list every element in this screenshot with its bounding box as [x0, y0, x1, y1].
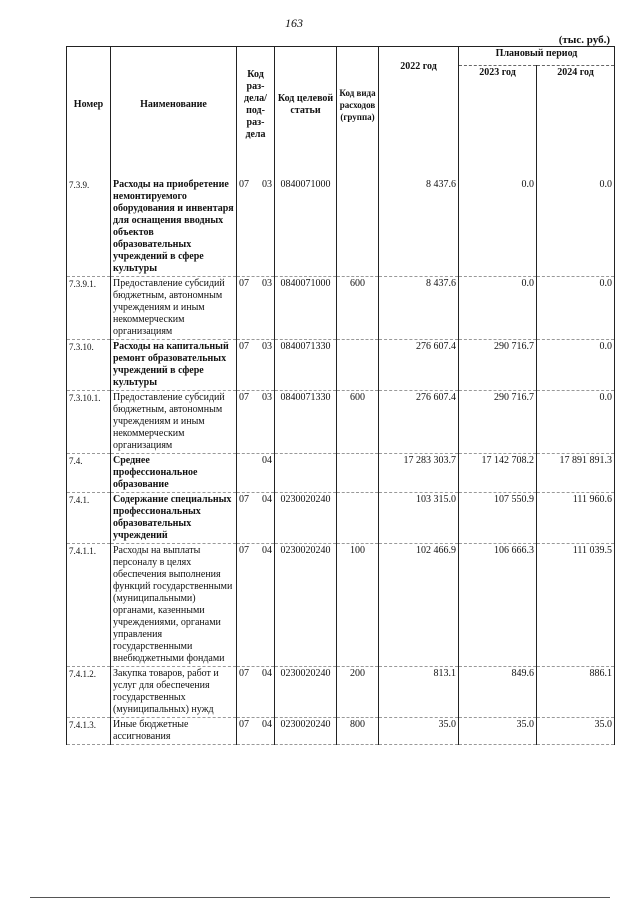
row-name: Закупка товаров, работ и услуг для обеспечения государственных (муниципальных) нужд [111, 667, 237, 718]
row-number: 7.3.9.1. [67, 277, 111, 340]
row-expense-type [337, 454, 379, 493]
row-amount-2024: 0.0 [537, 277, 615, 340]
row-target-code: 0840071330 [275, 340, 337, 391]
header-number: Номер [67, 47, 111, 163]
budget-table [66, 46, 615, 745]
table-row [67, 454, 615, 493]
row-name: Расходы на выплаты персоналу в целях обеспечения выполнения функций государственными (муниципальными) органами, казенными учреждениями, органами управления государственными внебюджетными фондами [111, 544, 237, 667]
row-amount-2022: 35.0 [379, 718, 459, 745]
footer-rule [30, 897, 610, 898]
row-target-code: 0840071000 [275, 178, 337, 277]
row-amount-2022: 102 466.9 [379, 544, 459, 667]
row-subsection: 03 [262, 341, 272, 352]
spacer-cell [537, 162, 615, 178]
row-section: 07 [239, 719, 249, 730]
row-name: Среднее профессиональное образование [111, 454, 237, 493]
row-section-code [237, 718, 275, 745]
row-amount-2023: 0.0 [459, 178, 537, 277]
row-amount-2022: 103 315.0 [379, 493, 459, 544]
row-target-code: 0230020240 [275, 718, 337, 745]
row-number: 7.4. [67, 454, 111, 493]
row-target-code: 0230020240 [275, 544, 337, 667]
row-number: 7.4.1. [67, 493, 111, 544]
table-row [67, 544, 615, 667]
row-amount-2023: 290 716.7 [459, 391, 537, 454]
table-row [67, 178, 615, 277]
row-amount-2024: 111 960.6 [537, 493, 615, 544]
header-2023: 2023 год [459, 66, 537, 163]
row-expense-type: 600 [337, 391, 379, 454]
table-row [67, 493, 615, 544]
row-expense-type: 800 [337, 718, 379, 745]
row-amount-2023: 0.0 [459, 277, 537, 340]
row-amount-2024: 886.1 [537, 667, 615, 718]
header-section-code: Код раз-дела/ под-раз-дела [237, 47, 275, 163]
spacer-cell [111, 162, 237, 178]
row-name: Предоставление субсидий бюджетным, автономным учреждениям и иным некоммерческим организациям [111, 277, 237, 340]
header-target-code: Код целевой статьи [275, 47, 337, 163]
row-expense-type: 200 [337, 667, 379, 718]
row-number: 7.3.10.1. [67, 391, 111, 454]
budget-table-wrap [66, 46, 614, 745]
row-target-code [275, 454, 337, 493]
row-amount-2023: 106 666.3 [459, 544, 537, 667]
page-number: 163 [285, 16, 303, 30]
row-expense-type: 100 [337, 544, 379, 667]
row-expense-type: 600 [337, 277, 379, 340]
header-name: Наименование [111, 47, 237, 163]
spacer-cell [337, 162, 379, 178]
table-row [67, 277, 615, 340]
row-amount-2023: 35.0 [459, 718, 537, 745]
row-amount-2023: 849.6 [459, 667, 537, 718]
row-section: 07 [239, 341, 249, 352]
row-name: Расходы на капитальный ремонт образовательных учреждений в сфере культуры [111, 340, 237, 391]
spacer-cell [379, 162, 459, 178]
row-target-code: 0840071000 [275, 277, 337, 340]
row-name: Расходы на приобретение немонтируемого оборудования и инвентаря для оснащения вводных объектов образовательных учреждений в сфере культуры [111, 178, 237, 277]
row-section: 07 [239, 278, 249, 289]
row-amount-2024: 35.0 [537, 718, 615, 745]
row-amount-2022: 17 283 303.7 [379, 454, 459, 493]
row-section-code [237, 544, 275, 667]
spacer-cell [459, 162, 537, 178]
units-label: (тыс. руб.) [558, 34, 610, 46]
spacer-cell [237, 162, 275, 178]
row-amount-2024: 0.0 [537, 391, 615, 454]
row-subsection: 04 [262, 494, 272, 505]
row-amount-2023: 107 550.9 [459, 493, 537, 544]
row-target-code: 0230020240 [275, 493, 337, 544]
row-section-code [237, 277, 275, 340]
row-amount-2024: 17 891 891.3 [537, 454, 615, 493]
row-section: 07 [239, 494, 249, 505]
spacer-cell [275, 162, 337, 178]
row-name: Содержание специальных профессиональных образовательных учреждений [111, 493, 237, 544]
row-number: 7.4.1.3. [67, 718, 111, 745]
row-subsection: 03 [262, 278, 272, 289]
row-expense-type [337, 493, 379, 544]
row-target-code: 0840071330 [275, 391, 337, 454]
header-expense-type: Код вида расходов (группа) [337, 47, 379, 163]
row-subsection: 04 [262, 455, 272, 466]
row-section: 07 [239, 179, 249, 190]
row-name: Иные бюджетные ассигнования [111, 718, 237, 745]
row-section-code [237, 667, 275, 718]
row-subsection: 04 [262, 719, 272, 730]
table-body [67, 162, 615, 745]
row-subsection: 04 [262, 545, 272, 556]
table-row [67, 667, 615, 718]
row-subsection: 04 [262, 668, 272, 679]
row-section: 07 [239, 392, 249, 403]
row-amount-2023: 17 142 708.2 [459, 454, 537, 493]
row-amount-2022: 8 437.6 [379, 277, 459, 340]
row-section-code [237, 454, 275, 493]
row-expense-type [337, 340, 379, 391]
row-target-code: 0230020240 [275, 667, 337, 718]
table-row [67, 340, 615, 391]
row-amount-2023: 290 716.7 [459, 340, 537, 391]
row-section-code [237, 493, 275, 544]
row-subsection: 03 [262, 179, 272, 190]
row-amount-2022: 813.1 [379, 667, 459, 718]
header-plan-period: Плановый период [459, 47, 615, 66]
row-amount-2024: 0.0 [537, 340, 615, 391]
row-amount-2024: 0.0 [537, 178, 615, 277]
row-section-code [237, 391, 275, 454]
header-2024: 2024 год [537, 66, 615, 163]
row-amount-2024: 111 039.5 [537, 544, 615, 667]
row-section-code [237, 340, 275, 391]
table-spacer-row [67, 162, 615, 178]
row-name: Предоставление субсидий бюджетным, автономным учреждениям и иным некоммерческим организациям [111, 391, 237, 454]
row-section: 07 [239, 668, 249, 679]
row-amount-2022: 276 607.4 [379, 340, 459, 391]
row-amount-2022: 8 437.6 [379, 178, 459, 277]
row-number: 7.4.1.2. [67, 667, 111, 718]
table-row [67, 718, 615, 745]
row-subsection: 03 [262, 392, 272, 403]
header-2022: 2022 год [379, 47, 459, 163]
row-amount-2022: 276 607.4 [379, 391, 459, 454]
table-row [67, 391, 615, 454]
row-number: 7.4.1.1. [67, 544, 111, 667]
row-section-code [237, 178, 275, 277]
row-number: 7.3.10. [67, 340, 111, 391]
row-number: 7.3.9. [67, 178, 111, 277]
row-expense-type [337, 178, 379, 277]
row-section: 07 [239, 545, 249, 556]
spacer-cell [67, 162, 111, 178]
